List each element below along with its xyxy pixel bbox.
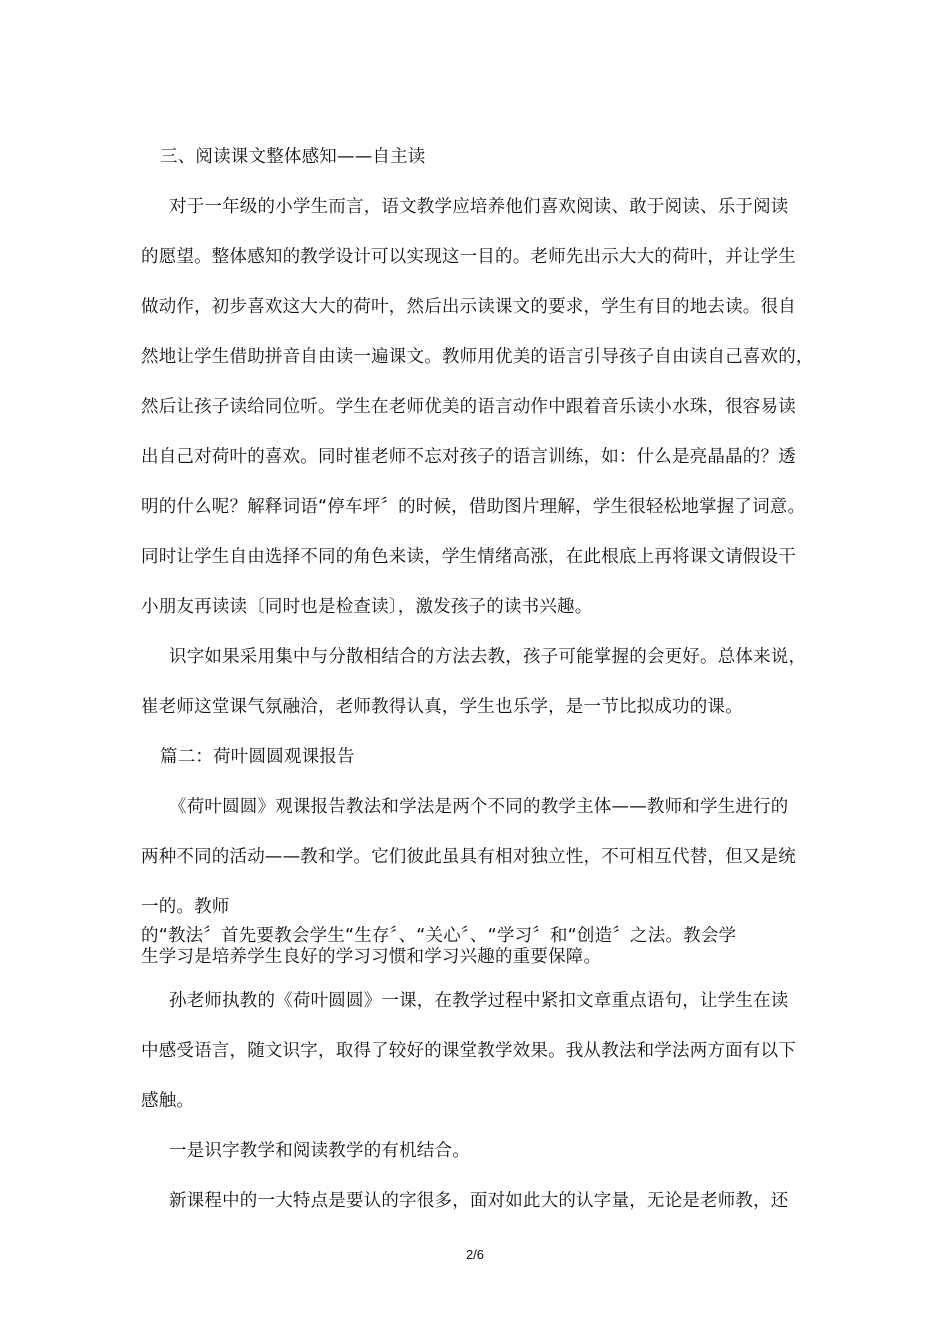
- paragraph-line: 崔老师这堂课气氛融洽，老师教得认真，学生也乐学，是一节比拟成功的课。: [141, 697, 743, 717]
- section-heading: 篇二：荷叶圆圆观课报告: [160, 747, 355, 767]
- paragraph-line: 明的什么呢？解释词语“停车坪〞的时候，借助图片理解，学生很轻松地掌握了词意。: [141, 497, 806, 517]
- paragraph-line: 小朋友再读读〔同时也是检查读〕，激发孩子的读书兴趣。: [141, 597, 593, 617]
- paragraph-line: 然后让孩子读给同位听。学生在老师优美的语言动作中跟着音乐读小水珠，很容易读: [141, 397, 796, 417]
- paragraph-line: 做动作，初步喜欢这大大的荷叶，然后出示读课文的要求，学生有目的地去读。很自: [141, 297, 796, 317]
- page-number: 2/6: [465, 1247, 485, 1262]
- paragraph-line: 的愿望。整体感知的教学设计可以实现这一目的。老师先出示大大的荷叶，并让学生: [141, 247, 796, 267]
- paragraph-line: 然地让学生借助拼音自由读一遍课文。教师用优美的语言引导孩子自由读自己喜欢的，: [141, 347, 814, 367]
- paragraph-line: 的“教法〞首先要教会学生“生存〞、“关心〞、“学习〞和“创造〞之法。教会学: [141, 926, 737, 946]
- paragraph-line: 同时让学生自由选择不同的角色来读，学生情绪高涨，在此根底上再将课文请假设干: [141, 547, 796, 567]
- paragraph-line: 一的。教师: [141, 897, 230, 917]
- paragraph-line: 中感受语言，随文识字，取得了较好的课堂教学效果。我从教法和学法两方面有以下: [141, 1041, 796, 1061]
- paragraph-line: 出自己对荷叶的喜欢。同时崔老师不忘对孩子的语言训练，如：什么是亮晶晶的？透: [141, 447, 796, 467]
- paragraph-line: 识字如果采用集中与分散相结合的方法去教，孩子可能掌握的会更好。总体来说，: [169, 647, 807, 667]
- paragraph-line: 一是识字教学和阅读教学的有机结合。: [169, 1141, 470, 1161]
- paragraph-line: 生学习是培养学生良好的学习习惯和学习兴趣的重要保障。: [141, 947, 602, 967]
- paragraph-line: 《荷叶圆圆》观课报告教法和学法是两个不同的教学主体——教师和学生进行的: [169, 797, 789, 817]
- paragraph-line: 两种不同的活动——教和学。它们彼此虽具有相对独立性，不可相互代替，但又是统: [141, 847, 796, 867]
- paragraph-line: 对于一年级的小学生而言，语文教学应培养他们喜欢阅读、敢于阅读、乐于阅读: [169, 197, 789, 217]
- paragraph-line: 孙老师执教的《荷叶圆圆》一课，在教学过程中紧扣文章重点语句，让学生在读: [169, 991, 789, 1011]
- paragraph-line: 感触。: [141, 1091, 195, 1111]
- section-heading: 三、阅读课文整体感知——自主读: [160, 147, 426, 167]
- paragraph-line: 新课程中的一大特点是要认的字很多，面对如此大的认字量，无论是老师教，还: [169, 1191, 789, 1211]
